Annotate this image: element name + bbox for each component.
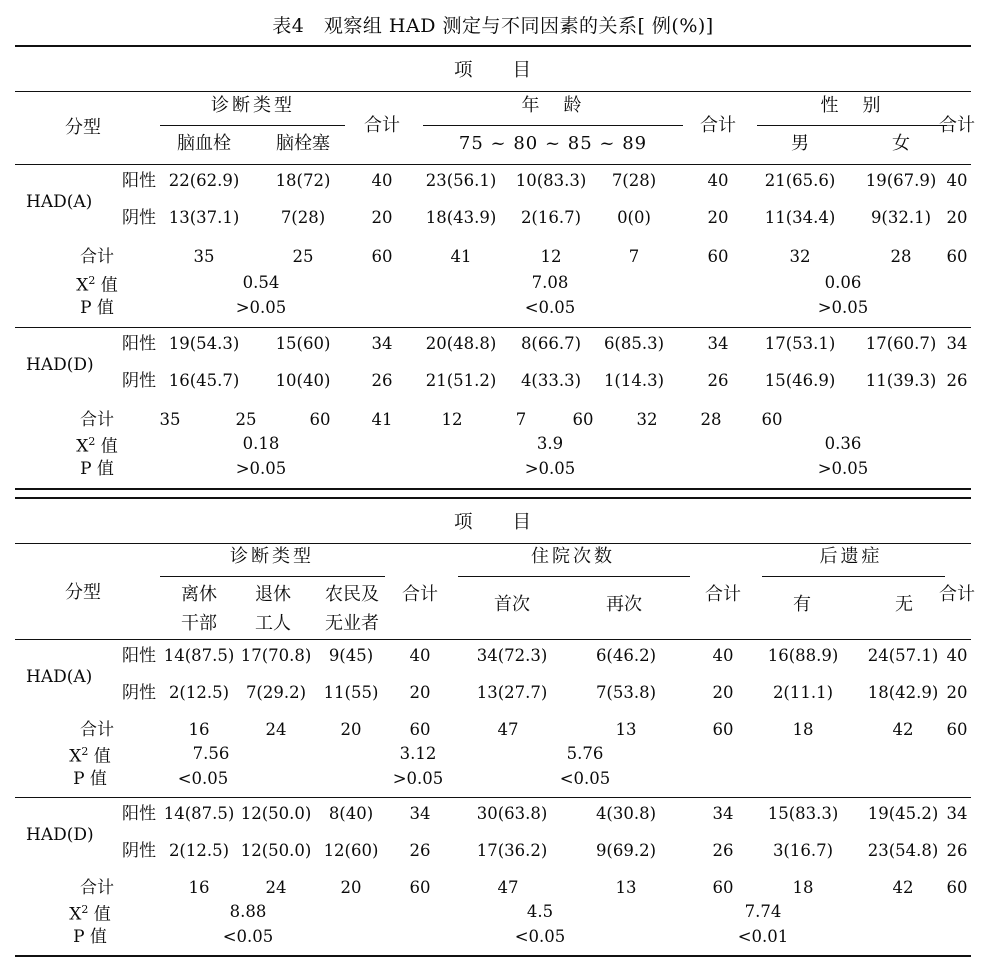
cell: 17(53.1) <box>764 334 836 353</box>
cell: 22(62.9) <box>168 171 240 190</box>
cell: <0.05 <box>524 298 576 317</box>
cell: 34 <box>707 334 729 353</box>
cell: 7.08 <box>531 273 569 292</box>
cell: 21(51.2) <box>425 371 497 390</box>
cell: >0.05 <box>392 769 444 788</box>
table1-had-a-stats <box>0 275 986 323</box>
row-label-positive: 阳性 <box>122 804 156 824</box>
header-sub-repeat-admission: 再次 <box>606 594 642 615</box>
cell: 7.56 <box>192 744 230 763</box>
cell: <0.05 <box>514 927 566 946</box>
cell: 7(28) <box>611 171 657 190</box>
cell: >0.05 <box>817 459 869 478</box>
row-label-p-value: P 值 <box>80 298 114 318</box>
cell: 13 <box>615 720 637 739</box>
cell: 28 <box>890 247 912 266</box>
header-total-age: 合计 <box>700 115 736 136</box>
cell: 60 <box>371 247 393 266</box>
row-label-had-d: HAD(D) <box>26 355 94 375</box>
row-label-total: 合计 <box>80 410 114 430</box>
cell: 25 <box>292 247 314 266</box>
header-sub-age-ranges: 75 ~ 80 ~ 85 ~ 89 <box>458 133 648 154</box>
cell: 12(50.0) <box>240 804 312 823</box>
cell: 40 <box>946 171 968 190</box>
row-label-total: 合计 <box>80 878 114 898</box>
cell: 60 <box>712 878 734 897</box>
cell: 2(12.5) <box>168 841 230 860</box>
header-group-sex: 性 别 <box>820 95 884 116</box>
cell: 26 <box>946 841 968 860</box>
header-sub-has-sequelae: 有 <box>793 594 811 615</box>
cell: 20 <box>371 208 393 227</box>
chi-suffix: 值 <box>88 746 111 767</box>
cell: <0.05 <box>559 769 611 788</box>
chi-symbol: X <box>69 746 82 767</box>
cell: 40 <box>707 171 729 190</box>
cell: 60 <box>409 878 431 897</box>
header-total-sequelae: 合计 <box>939 584 975 605</box>
cell: 4(33.3) <box>520 371 582 390</box>
chi-suffix: 值 <box>88 904 111 925</box>
cell: 34 <box>946 334 968 353</box>
header-group-admissions: 住院次数 <box>531 546 615 567</box>
cell: 6(46.2) <box>595 646 657 665</box>
chi-exponent: 2 <box>81 903 89 916</box>
cell: 40 <box>712 646 734 665</box>
cell: 12(60) <box>323 841 379 860</box>
chi-exponent: 2 <box>81 745 89 758</box>
cell: 18(72) <box>275 171 331 190</box>
cell: 0.54 <box>242 273 280 292</box>
cell: 18(42.9) <box>867 683 939 702</box>
header-sub-retired-cadre-1: 离休 <box>181 584 217 605</box>
cell: 7 <box>628 247 640 266</box>
row-label-chi-square <box>69 746 111 766</box>
cell: 14(87.5) <box>163 804 235 823</box>
row-label-total: 合计 <box>80 720 114 740</box>
table2-header-band <box>0 544 986 639</box>
cell: 3(16.7) <box>772 841 834 860</box>
cell: 35 <box>159 410 181 429</box>
cell: 40 <box>371 171 393 190</box>
header-sub-retired-worker-2: 工人 <box>255 613 291 634</box>
table1-had-d-block <box>0 328 986 436</box>
cell: 24 <box>265 878 287 897</box>
cell: <0.05 <box>222 927 274 946</box>
row-label-negative: 阴性 <box>122 208 156 228</box>
cell: 26 <box>946 371 968 390</box>
cell: >0.05 <box>235 459 287 478</box>
cell: 47 <box>497 878 519 897</box>
header-sub-farmer-unemployed-1: 农民及 <box>325 584 379 605</box>
cell: 18(43.9) <box>425 208 497 227</box>
cell: 34 <box>712 804 734 823</box>
cell: 15(83.3) <box>767 804 839 823</box>
row-label-positive: 阳性 <box>122 334 156 354</box>
cell: 24 <box>265 720 287 739</box>
cell: 16 <box>188 720 210 739</box>
cell: 35 <box>193 247 215 266</box>
cell: 30(63.8) <box>476 804 548 823</box>
row-label-had-d: HAD(D) <box>26 825 94 845</box>
cell: 60 <box>712 720 734 739</box>
cell: 20 <box>712 683 734 702</box>
cell: 7(29.2) <box>245 683 307 702</box>
cell: 23(54.8) <box>867 841 939 860</box>
cell: 8.88 <box>229 902 267 921</box>
table1-had-a-block <box>0 165 986 275</box>
header-rule-sex <box>757 125 947 126</box>
chi-suffix: 值 <box>95 275 118 296</box>
header-group-age: 年 龄 <box>521 95 585 116</box>
header-rule-admissions <box>458 576 690 577</box>
table2-had-a-block <box>0 640 986 746</box>
row-label-had-a: HAD(A) <box>26 667 93 687</box>
cell: 9(45) <box>328 646 374 665</box>
cell: 60 <box>572 410 594 429</box>
header-sub-cerebral-embolism: 脑栓塞 <box>276 133 330 154</box>
cell: 11(55) <box>323 683 379 702</box>
row-label-total: 合计 <box>80 247 114 267</box>
header-sub-retired-cadre-2: 干部 <box>181 613 217 634</box>
cell: 42 <box>892 720 914 739</box>
row-label-chi-square <box>69 904 111 924</box>
cell: 20 <box>707 208 729 227</box>
cell: 18 <box>792 878 814 897</box>
row-label-positive: 阳性 <box>122 171 156 191</box>
cell: 20 <box>340 878 362 897</box>
cell: 24(57.1) <box>867 646 939 665</box>
row-label-chi-square <box>76 436 118 456</box>
header-fenxing: 分型 <box>65 117 101 138</box>
cell: 23(56.1) <box>425 171 497 190</box>
cell: 2(11.1) <box>772 683 834 702</box>
cell: 10(40) <box>275 371 331 390</box>
chi-exponent: 2 <box>88 435 96 448</box>
cell: 9(69.2) <box>595 841 657 860</box>
cell: 14(87.5) <box>163 646 235 665</box>
cell: 26 <box>707 371 729 390</box>
table2-had-d-stats <box>0 904 986 952</box>
cell: 17(60.7) <box>865 334 937 353</box>
cell: 6(85.3) <box>603 334 665 353</box>
cell: 12 <box>540 247 562 266</box>
cell: 40 <box>946 646 968 665</box>
cell: 5.76 <box>566 744 604 763</box>
cell: 0(0) <box>617 208 651 227</box>
cell: 15(60) <box>275 334 331 353</box>
header-sub-cerebral-thrombosis: 脑血栓 <box>177 133 231 154</box>
cell: 7 <box>515 410 527 429</box>
cell: 47 <box>497 720 519 739</box>
row-label-p-value: P 值 <box>73 927 107 947</box>
header-rule-sequelae <box>762 576 945 577</box>
chi-symbol: X <box>69 904 82 925</box>
row-label-p-value: P 值 <box>80 459 114 479</box>
cell: 20 <box>340 720 362 739</box>
chi-symbol: X <box>76 275 89 296</box>
cell: 60 <box>946 878 968 897</box>
cell: 26 <box>371 371 393 390</box>
row-label-positive: 阳性 <box>122 646 156 666</box>
row-label-negative: 阴性 <box>122 683 156 703</box>
cell: 1(14.3) <box>603 371 665 390</box>
table1-had-d-stats <box>0 436 986 484</box>
cell: 2(16.7) <box>520 208 582 227</box>
cell: 13(37.1) <box>168 208 240 227</box>
cell: 11(39.3) <box>865 371 937 390</box>
cell: 26 <box>712 841 734 860</box>
cell: 0.36 <box>824 434 862 453</box>
row-label-p-value: P 值 <box>73 769 107 789</box>
header-rule-age <box>423 125 683 126</box>
cell: >0.05 <box>817 298 869 317</box>
cell: 13 <box>615 878 637 897</box>
cell: 18 <box>792 720 814 739</box>
row-label-negative: 阴性 <box>122 841 156 861</box>
chi-suffix: 值 <box>95 436 118 457</box>
cell: 60 <box>946 720 968 739</box>
header-sub-first-admission: 首次 <box>494 594 530 615</box>
cell: <0.05 <box>177 769 229 788</box>
cell: 28 <box>700 410 722 429</box>
cell: 60 <box>409 720 431 739</box>
cell: 9(32.1) <box>870 208 932 227</box>
cell: >0.05 <box>524 459 576 478</box>
header-total-admissions: 合计 <box>705 584 741 605</box>
cell: 25 <box>235 410 257 429</box>
cell: 26 <box>409 841 431 860</box>
header-sub-farmer-unemployed-2: 无业者 <box>325 613 379 634</box>
cell: 16(88.9) <box>767 646 839 665</box>
cell: 0.18 <box>242 434 280 453</box>
cell: 19(45.2) <box>867 804 939 823</box>
cell: 34 <box>946 804 968 823</box>
header-rule-diagnosis <box>160 125 345 126</box>
table1-item-header: 项 目 <box>453 60 532 81</box>
cell: 20 <box>946 683 968 702</box>
cell: 42 <box>892 878 914 897</box>
header-total-diagnosis: 合计 <box>364 115 400 136</box>
row-label-chi-square <box>76 275 118 295</box>
cell: 20(48.8) <box>425 334 497 353</box>
chi-exponent: 2 <box>88 274 96 287</box>
page-title: 表4 观察组 HAD 测定与不同因素的关系[ 例(%)] <box>272 15 714 37</box>
header-sub-male: 男 <box>791 133 809 154</box>
cell: 32 <box>789 247 811 266</box>
cell: 34 <box>409 804 431 823</box>
cell: 12(50.0) <box>240 841 312 860</box>
cell: 4(30.8) <box>595 804 657 823</box>
cell: 12 <box>441 410 463 429</box>
cell: 19(54.3) <box>168 334 240 353</box>
cell: 19(67.9) <box>865 171 937 190</box>
row-label-negative: 阴性 <box>122 371 156 391</box>
cell: 34 <box>371 334 393 353</box>
cell: 15(46.9) <box>764 371 836 390</box>
header-fenxing: 分型 <box>65 582 101 603</box>
cell: 3.9 <box>536 434 564 453</box>
cell: 32 <box>636 410 658 429</box>
cell: 7(28) <box>280 208 326 227</box>
header-group-diagnosis: 诊断类型 <box>211 95 295 116</box>
cell: 60 <box>761 410 783 429</box>
cell: 60 <box>707 247 729 266</box>
header-sub-female: 女 <box>892 133 910 154</box>
cell: 40 <box>409 646 431 665</box>
header-total-occupation: 合计 <box>402 584 438 605</box>
header-group-occupation: 诊断类型 <box>230 546 314 567</box>
cell: 16(45.7) <box>168 371 240 390</box>
cell: 20 <box>409 683 431 702</box>
cell: 10(83.3) <box>515 171 587 190</box>
cell: 8(66.7) <box>520 334 582 353</box>
cell: 17(70.8) <box>240 646 312 665</box>
header-sub-retired-worker-1: 退休 <box>255 584 291 605</box>
cell: 13(27.7) <box>476 683 548 702</box>
cell: 11(34.4) <box>764 208 836 227</box>
cell: 34(72.3) <box>476 646 548 665</box>
cell: 0.06 <box>824 273 862 292</box>
cell: 2(12.5) <box>168 683 230 702</box>
cell: 60 <box>946 247 968 266</box>
cell: 41 <box>450 247 472 266</box>
cell: 17(36.2) <box>476 841 548 860</box>
cell: 16 <box>188 878 210 897</box>
header-total-sex: 合计 <box>939 115 975 136</box>
header-sub-no-sequelae: 无 <box>895 594 913 615</box>
cell: 20 <box>946 208 968 227</box>
table2-had-a-stats <box>0 746 986 794</box>
header-rule-occupation <box>160 576 385 577</box>
cell: 7.74 <box>744 902 782 921</box>
table2-had-d-block <box>0 798 986 904</box>
cell: 4.5 <box>526 902 554 921</box>
cell: 3.12 <box>399 744 437 763</box>
cell: 8(40) <box>328 804 374 823</box>
row-label-had-a: HAD(A) <box>26 192 93 212</box>
cell: 41 <box>371 410 393 429</box>
cell: 7(53.8) <box>595 683 657 702</box>
cell: <0.01 <box>737 927 789 946</box>
table2-item-header: 项 目 <box>453 512 532 533</box>
chi-symbol: X <box>76 436 89 457</box>
cell: >0.05 <box>235 298 287 317</box>
cell: 60 <box>309 410 331 429</box>
cell: 21(65.6) <box>764 171 836 190</box>
table1-header-band <box>0 92 986 164</box>
header-group-sequelae: 后遗症 <box>819 546 883 567</box>
